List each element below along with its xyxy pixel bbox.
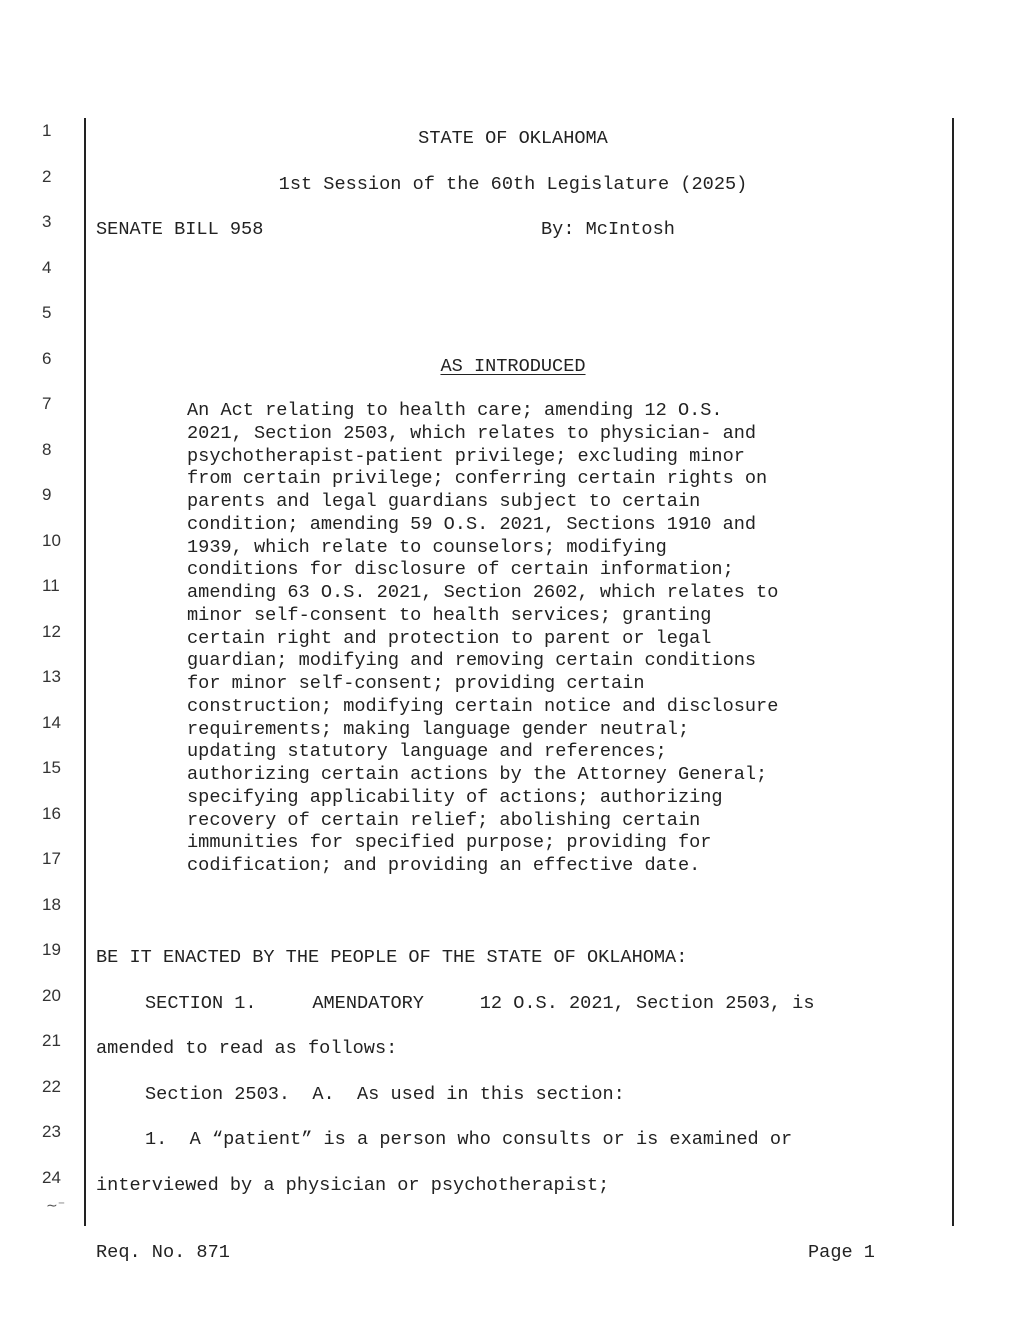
page-number: Page 1 — [808, 1242, 875, 1263]
line-number: 8 — [42, 440, 52, 459]
line-number: 17 — [42, 849, 61, 868]
amended-line: amended to read as follows: — [96, 1038, 398, 1059]
left-margin-rule — [84, 118, 86, 1226]
line-number: 6 — [42, 349, 52, 368]
line-number: 13 — [42, 667, 61, 686]
line-number: 22 — [42, 1077, 61, 1096]
session-heading: 1st Session of the 60th Legislature (2025) — [278, 174, 748, 195]
line-number: 14 — [42, 713, 61, 732]
line-number: 5 — [42, 303, 52, 322]
request-number: Req. No. 871 — [96, 1242, 230, 1263]
clipped-line-number-mark: ∼⁻ — [46, 1197, 66, 1213]
line-number: 24 — [42, 1168, 61, 1187]
line-number: 2 — [42, 167, 52, 186]
bill-author: By: McIntosh — [541, 219, 675, 240]
state-heading: STATE OF OKLAHOMA — [418, 128, 608, 149]
enacting-clause: BE IT ENACTED BY THE PEOPLE OF THE STATE OF OKLAHOMA: — [96, 947, 688, 968]
line-number: 7 — [42, 394, 52, 413]
line-number: 23 — [42, 1122, 61, 1141]
line-number: 10 — [42, 531, 61, 550]
line-number: 20 — [42, 986, 61, 1005]
section-heading: SECTION 1. AMENDATORY 12 O.S. 2021, Section 2503, is — [145, 993, 815, 1014]
status-title-text: AS INTRODUCED — [440, 356, 586, 377]
line-number: 3 — [42, 212, 52, 231]
line-number: 16 — [42, 804, 61, 823]
line-number: 15 — [42, 758, 61, 777]
line-number: 12 — [42, 622, 61, 641]
section-intro: Section 2503. A. As used in this section: — [145, 1084, 625, 1105]
bill-abstract: An Act relating to health care; amending 12 O.S. 2021, Section 2503, which relates to physician- and psychotherapist-patient privilege; excluding minor from certain privilege; conferring certain rights on parents and legal guardians subject to certain condition; amending 59 O.S. 2021, Sections 1910 and 1939, which relate to counselors; modifying conditions for disclosure of certain information; amending 63 O.S. 2021, Section 2602, which relates to minor self-consent to health services; granting certain right and protection to parent or legal guardian; modifying and removing certain conditions for minor self-consent; providing certain construction; modifying certain notice and disclosure requirements; making language gender neutral; updating statutory language and references; authorizing certain actions by the Attorney General; specifying applicability of actions; authorizing recovery of certain relief; abolishing certain immunities for specified purpose; providing for codification; and providing an effective date. — [187, 400, 779, 876]
definition-line: 1. A “patient” is a person who consults or is examined or — [145, 1129, 793, 1150]
status-title — [96, 356, 930, 378]
line-number: 19 — [42, 940, 61, 959]
line-number: 11 — [42, 576, 60, 595]
line-number: 21 — [42, 1031, 61, 1050]
right-margin-rule — [952, 118, 954, 1226]
line-number: 9 — [42, 485, 52, 504]
bill-number: SENATE BILL 958 — [96, 219, 264, 240]
line-number: 18 — [42, 895, 61, 914]
line-number: 1 — [42, 121, 52, 140]
definition-line: interviewed by a physician or psychotherapist; — [96, 1175, 610, 1196]
line-number: 4 — [42, 258, 52, 277]
